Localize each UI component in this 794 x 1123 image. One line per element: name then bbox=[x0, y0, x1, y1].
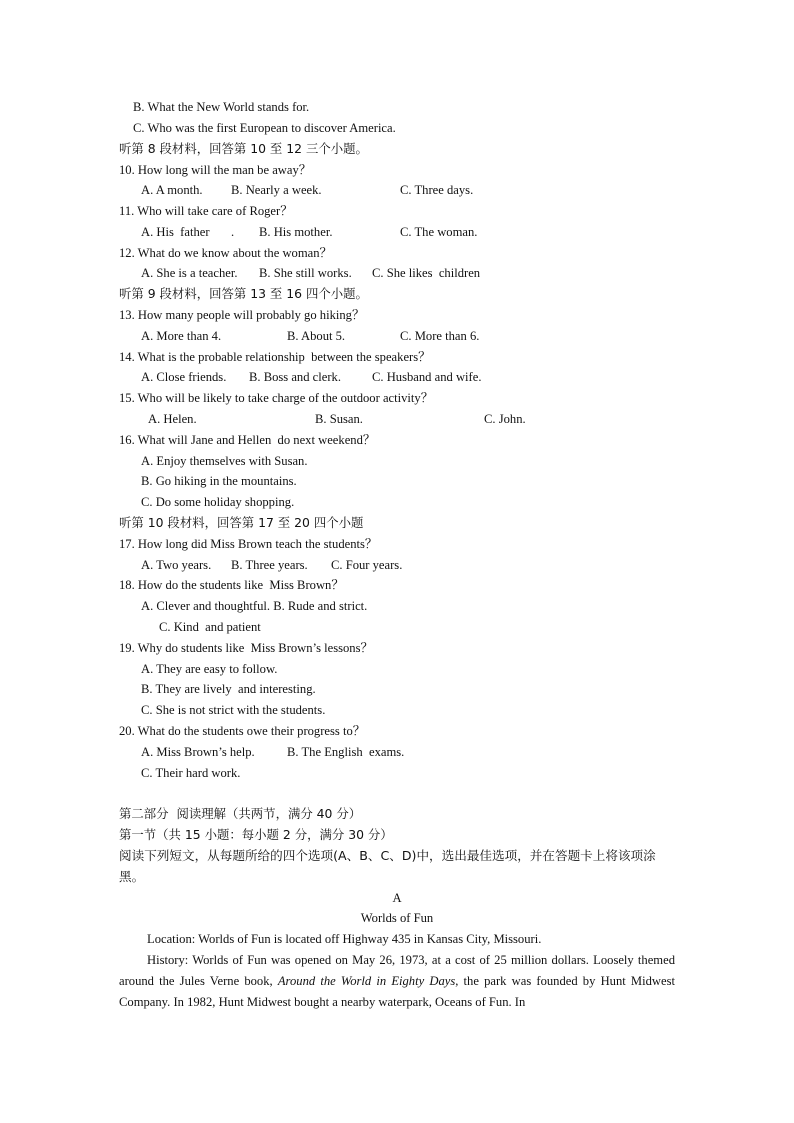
book-title: Around the World in Eighty Days bbox=[277, 974, 456, 988]
q13-option-b: B. About 5. bbox=[287, 329, 346, 343]
section-9-heading: 听第 9 段材料，回答第 13 至 16 四个小题。 bbox=[119, 286, 368, 301]
q19-option-a: A. They are easy to follow. bbox=[141, 662, 278, 676]
q12-option-a: A. She is a teacher. bbox=[141, 266, 238, 280]
question-20: 20. What do the students owe their progress to？ bbox=[119, 724, 366, 738]
q12-option-b: B. She still works. bbox=[259, 266, 352, 280]
question-17: 17. How long did Miss Brown teach the students？ bbox=[119, 537, 378, 551]
section-8-heading: 听第 8 段材料，回答第 10 至 12 三个小题。 bbox=[119, 141, 368, 156]
question-12: 12. What do we know about the woman？ bbox=[119, 246, 333, 260]
history-text-start: History: Worlds of Fun was opened on May 26, 1973, at a cost of 25 million dollars. Loosely themed around the Jules Verne book, bbox=[119, 953, 675, 988]
question-19: 19. Why do students like Miss Brown’s lessons？ bbox=[119, 641, 374, 655]
q15-option-c: C. John. bbox=[484, 412, 526, 426]
passage-title: Worlds of Fun bbox=[360, 911, 434, 925]
q14-option-a: A. Close friends. bbox=[141, 370, 227, 384]
q10-option-c: C. Three days. bbox=[400, 183, 474, 197]
question-13: 13. How many people will probably go hiking？ bbox=[119, 308, 365, 322]
q20-option-c: C. Their hard work. bbox=[141, 766, 241, 780]
q10-option-a: A. A month. bbox=[141, 183, 203, 197]
q16-option-c: C. Do some holiday shopping. bbox=[141, 495, 295, 509]
section-10-heading: 听第 10 段材料，回答第 17 至 20 四个小题 bbox=[119, 515, 364, 530]
q9-option-b: B. What the New World stands for. bbox=[133, 100, 310, 114]
q11-option-c: C. The woman. bbox=[400, 225, 478, 239]
q12-option-c: C. She likes children bbox=[372, 266, 481, 280]
q16-option-b: B. Go hiking in the mountains. bbox=[141, 474, 297, 488]
question-11: 11. Who will take care of Roger？ bbox=[119, 204, 293, 218]
location-paragraph: Location: Worlds of Fun is located off Highway 435 in Kansas City, Missouri. bbox=[147, 932, 542, 946]
q11-stray-dot: . bbox=[231, 225, 235, 239]
q10-option-b: B. Nearly a week. bbox=[231, 183, 322, 197]
history-paragraph bbox=[119, 950, 675, 1013]
q17-option-b: B. Three years. bbox=[231, 558, 308, 572]
q19-option-b: B. They are lively and interesting. bbox=[141, 682, 316, 696]
part-2-heading: 第二部分 阅读理解（共两节，满分 40 分） bbox=[119, 806, 362, 821]
q19-option-c: C. She is not strict with the students. bbox=[141, 703, 326, 717]
q14-option-c: C. Husband and wife. bbox=[372, 370, 482, 384]
q9-option-c: C. Who was the first European to discover America. bbox=[133, 121, 396, 135]
question-16: 16. What will Jane and Hellen do next weekend？ bbox=[119, 433, 376, 447]
question-18: 18. How do the students like Miss Brown？ bbox=[119, 578, 344, 592]
q18-option-c: C. Kind and patient bbox=[159, 620, 261, 634]
q13-option-a: A. More than 4. bbox=[141, 329, 222, 343]
q15-option-a: A. Helen. bbox=[148, 412, 197, 426]
passage-letter: A bbox=[392, 891, 402, 905]
q18-options-ab: A. Clever and thoughtful. B. Rude and strict. bbox=[141, 599, 368, 613]
section-1-heading: 第一节（共 15 小题：每小题 2 分，满分 30 分） bbox=[119, 827, 393, 842]
q11-option-b: B. His mother. bbox=[259, 225, 333, 239]
q20-option-b: B. The English exams. bbox=[287, 745, 405, 759]
question-15: 15. Who will be likely to take charge of the outdoor activity？ bbox=[119, 391, 434, 405]
history-text-end: , the park was founded by Hunt Midwest Company. In 1982, Hunt Midwest bought a nearby waterpark, Oceans of Fun. In bbox=[119, 974, 675, 1009]
q14-option-b: B. Boss and clerk. bbox=[249, 370, 341, 384]
reading-instructions: 阅读下列短文，从每题所给的四个选项(A、B、C、D)中，选出最佳选项，并在答题卡上将该项涂黑。 bbox=[119, 848, 656, 884]
q16-option-a: A. Enjoy themselves with Susan. bbox=[141, 454, 308, 468]
q17-option-c: C. Four years. bbox=[331, 558, 403, 572]
question-10: 10. How long will the man be away？ bbox=[119, 163, 312, 177]
question-14: 14. What is the probable relationship between the speakers？ bbox=[119, 350, 431, 364]
q13-option-c: C. More than 6. bbox=[400, 329, 480, 343]
q15-option-b: B. Susan. bbox=[315, 412, 363, 426]
q20-option-a: A. Miss Brown’s help. bbox=[141, 745, 255, 759]
q17-option-a: A. Two years. bbox=[141, 558, 212, 572]
q11-option-a: A. His father bbox=[141, 225, 210, 239]
